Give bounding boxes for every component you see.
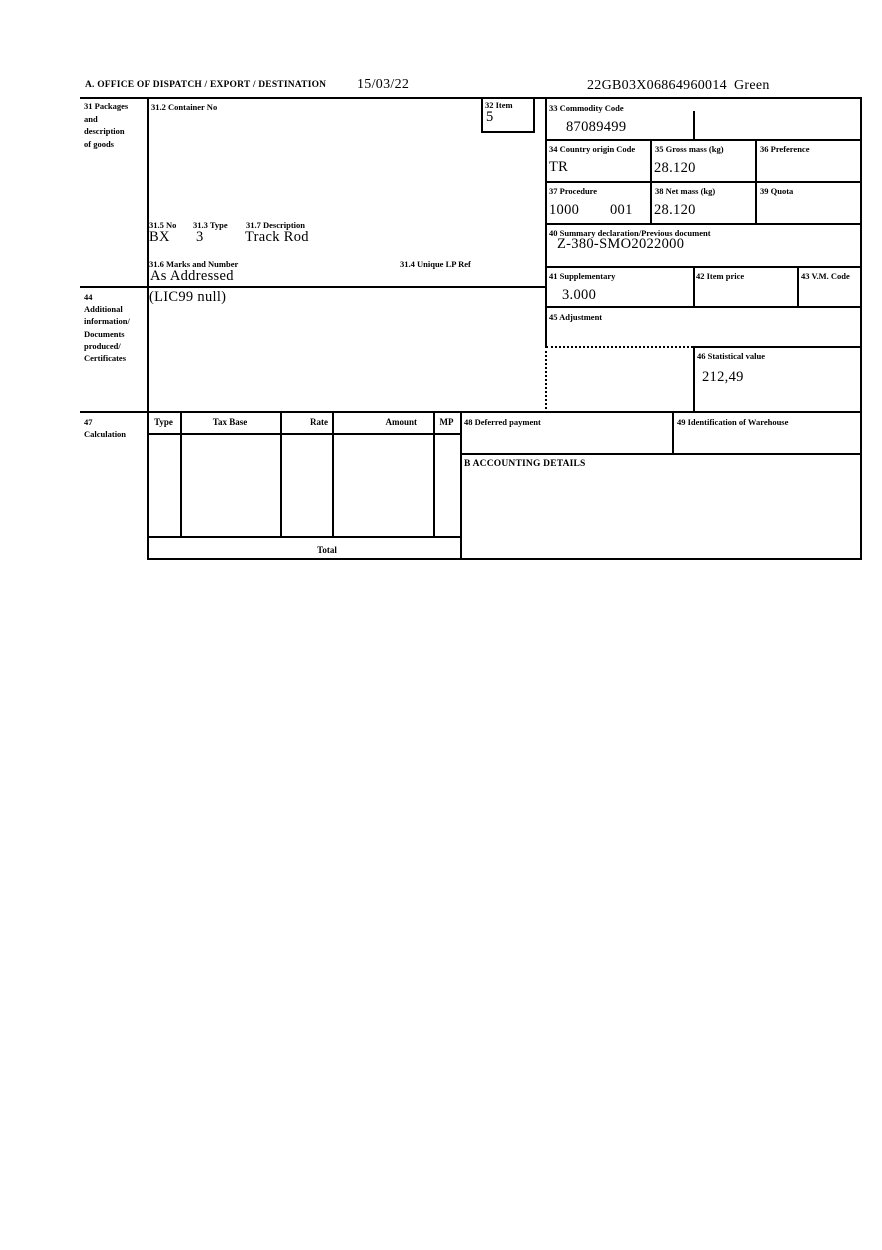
box44-label-line: Certificates [84, 353, 127, 364]
box41-value: 3.000 [562, 287, 597, 303]
box34-label: 34 Country origin Code [549, 144, 636, 154]
border-line [147, 536, 460, 538]
box31-5-label: 31.5 No [149, 220, 177, 230]
box31-label-line: of goods [84, 138, 114, 149]
box44-label-line: produced/ [84, 340, 121, 351]
box33-value: 87089499 [566, 119, 627, 135]
box44-label-line: Documents [84, 328, 125, 339]
commodity-code-separator [693, 111, 695, 141]
box31-4-label: 31.4 Unique LP Ref [400, 259, 471, 269]
table-header-tax-base: Tax Base [212, 417, 248, 427]
dotted-divider [546, 346, 693, 348]
table-column-line [180, 413, 182, 538]
box33-label: 33 Commodity Code [549, 103, 624, 113]
table-column-line [433, 413, 435, 538]
table-column-line [280, 413, 282, 538]
border-line [545, 181, 862, 183]
box44-label [84, 291, 130, 364]
border-line [797, 266, 799, 308]
box31-label-line: 31 Packages [84, 101, 129, 111]
border-line [460, 411, 462, 560]
box40-label: 40 Summary declaration/Previous document [549, 228, 711, 238]
box38-label: 38 Net mass (kg) [655, 186, 716, 196]
border-line [80, 97, 862, 99]
section-b-label: B ACCOUNTING DETAILS [464, 459, 586, 469]
box37-value-main: 1000 [549, 202, 580, 218]
box31-7-value: Track Rod [245, 229, 309, 245]
border-line [693, 346, 695, 413]
border-line [147, 97, 149, 560]
box31-label-line: and [84, 113, 98, 124]
box44-label-line: information/ [84, 316, 130, 327]
border-line [693, 346, 862, 348]
box31-7-label: 31.7 Description [246, 220, 306, 230]
box49-label: 49 Identification of Warehouse [677, 417, 789, 427]
border-line [460, 453, 862, 455]
box36-label: 36 Preference [760, 144, 810, 154]
table-header-mp: MP [439, 417, 454, 427]
border-line [650, 139, 652, 225]
box39-label: 39 Quota [760, 186, 794, 196]
box43-label: 43 V.M. Code [801, 271, 850, 281]
box31-6-label: 31.6 Marks and Number [149, 259, 239, 269]
border-line [481, 97, 483, 133]
box35-label: 35 Gross mass (kg) [655, 144, 724, 154]
table-column-line [332, 413, 334, 538]
border-line [545, 139, 862, 141]
box31-3-value: 3 [196, 229, 204, 245]
box40-value: Z-380-SMO2022000 [557, 236, 685, 252]
border-line [545, 223, 862, 225]
dotted-divider [545, 346, 547, 413]
box44-value: (LIC99 null) [149, 289, 227, 305]
box31-label [84, 100, 128, 150]
table-header-type: Type [154, 417, 173, 427]
box41-label: 41 Supplementary [549, 271, 616, 281]
border-line [533, 97, 535, 133]
border-line [147, 433, 460, 435]
border-line [545, 266, 862, 268]
mrn-number: 22GB03X06864960014 [587, 78, 727, 93]
box34-value: TR [549, 159, 569, 175]
border-line [545, 97, 547, 348]
box47-label-line: 47 [84, 417, 93, 427]
section-a-title: A. OFFICE OF DISPATCH / EXPORT / DESTINATION [85, 80, 327, 90]
box44-label-line: 44 [84, 292, 93, 302]
box46-label: 46 Statistical value [697, 351, 765, 361]
border-line [80, 411, 862, 413]
border-line [481, 131, 535, 133]
box37-label: 37 Procedure [549, 186, 598, 196]
box46-value: 212,49 [702, 369, 744, 385]
border-line [860, 97, 862, 560]
box38-value: 28.120 [654, 202, 696, 218]
box31-6-value: As Addressed [150, 268, 234, 284]
dispatch-date: 15/03/22 [357, 77, 410, 92]
box47-label-line: Calculation [84, 429, 127, 440]
table-header-amount: Amount [385, 417, 417, 427]
box31-3-label: 31.3 Type [193, 220, 228, 230]
box31-5-value: BX [149, 229, 170, 245]
box42-label: 42 Item price [696, 271, 745, 281]
routing-status: Green [734, 78, 770, 93]
border-line [672, 413, 674, 455]
box48-label: 48 Deferred payment [464, 417, 541, 427]
table-header-rate: Rate [310, 417, 328, 427]
border-line [80, 286, 547, 288]
border-line [693, 266, 695, 308]
box32-value: 5 [486, 109, 494, 125]
border-line [755, 139, 757, 225]
box44-label-line: Additional [84, 304, 123, 315]
box32-label: 32 Item [485, 100, 513, 110]
box47-label [84, 416, 126, 440]
box31-2-label: 31.2 Container No [151, 102, 218, 112]
border-line [147, 558, 862, 560]
box45-label: 45 Adjustment [549, 312, 603, 322]
table-total-label: Total [317, 545, 337, 555]
box31-label-line: description [84, 126, 125, 136]
box35-value: 28.120 [654, 160, 696, 176]
border-line [545, 306, 862, 308]
box37-value-secondary: 001 [610, 202, 633, 218]
